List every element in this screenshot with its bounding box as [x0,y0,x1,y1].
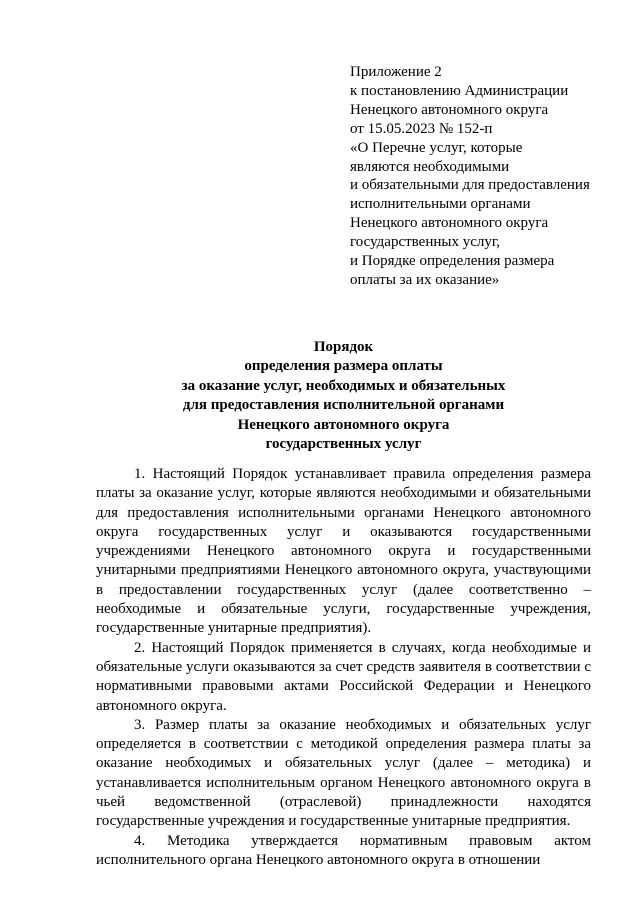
annex-line: Ненецкого автономного округа [350,101,549,118]
title-line: Порядок [313,339,374,355]
annex-line: и обязательными для предоставления [350,177,590,194]
annex-line: исполнительными органами [350,196,531,213]
annex-line: «О Перечне услуг, которые [350,139,523,156]
annex-line: Ненецкого автономного округа [350,215,549,232]
paragraph-3: 3. Размер платы за оказание необходимых и обязательных услуг определяется в соответствии с методикой определения размера платы за оказание необходимых и обязательных услуг (далее – методика) и устанавливается исполнительным органом Ненецкого автономного округа в чьей ведомственной (отраслевой) принадлежности находятся государственные учреждения и государственные унитарные предприятия. [96,716,591,830]
annex-line: от 15.05.2023 № 152-п [350,120,493,137]
annex-line: оплаты за их оказание» [350,271,500,288]
annex-line: Приложение 2 [350,64,442,80]
document-body [96,465,591,870]
annex-line: и Порядке определения размера [350,253,555,270]
document-title [96,338,591,454]
paragraph-4: 4. Методика утверждается нормативным правовым актом исполнительного органа Ненецкого автономного округа в отношении [96,832,591,868]
paragraph-2: 2. Настоящий Порядок применяется в случаях, когда необходимые и обязательные услуги оказываются за счет средств заявителя в соответствии с нормативными правовыми актами Российской Федерации и Ненецкого автономного округа. [96,639,591,714]
paragraph-1: 1. Настоящий Порядок устанавливает правила определения размера платы за оказание услуг, которые являются необходимыми и обязательными для предоставления исполнительными органами Ненецкого автономного округа государственных услуг и оказываются государственными учреждениями Ненецкого автономного округа и государственными унитарными предприятиями Ненецкого автономного округа, участвующими в предоставлении государственных услуг (далее соответственно – необходимые и обязательные услуги, государственные учреждения, государственные унитарные предприятия). [96,466,591,637]
annex-line: к постановлению Администрации [350,82,569,99]
title-line: государственных услуг [265,436,422,453]
title-line: Ненецкого автономного округа [237,416,450,433]
annex-line: государственных услуг, [350,234,501,251]
title-line: для предоставления исполнительной органами [182,397,505,414]
annex-header [350,63,610,290]
annex-line: являются необходимыми [350,158,510,175]
title-line: за оказание услуг, необходимых и обязательных [181,377,506,394]
title-line: определения размера оплаты [244,358,443,375]
